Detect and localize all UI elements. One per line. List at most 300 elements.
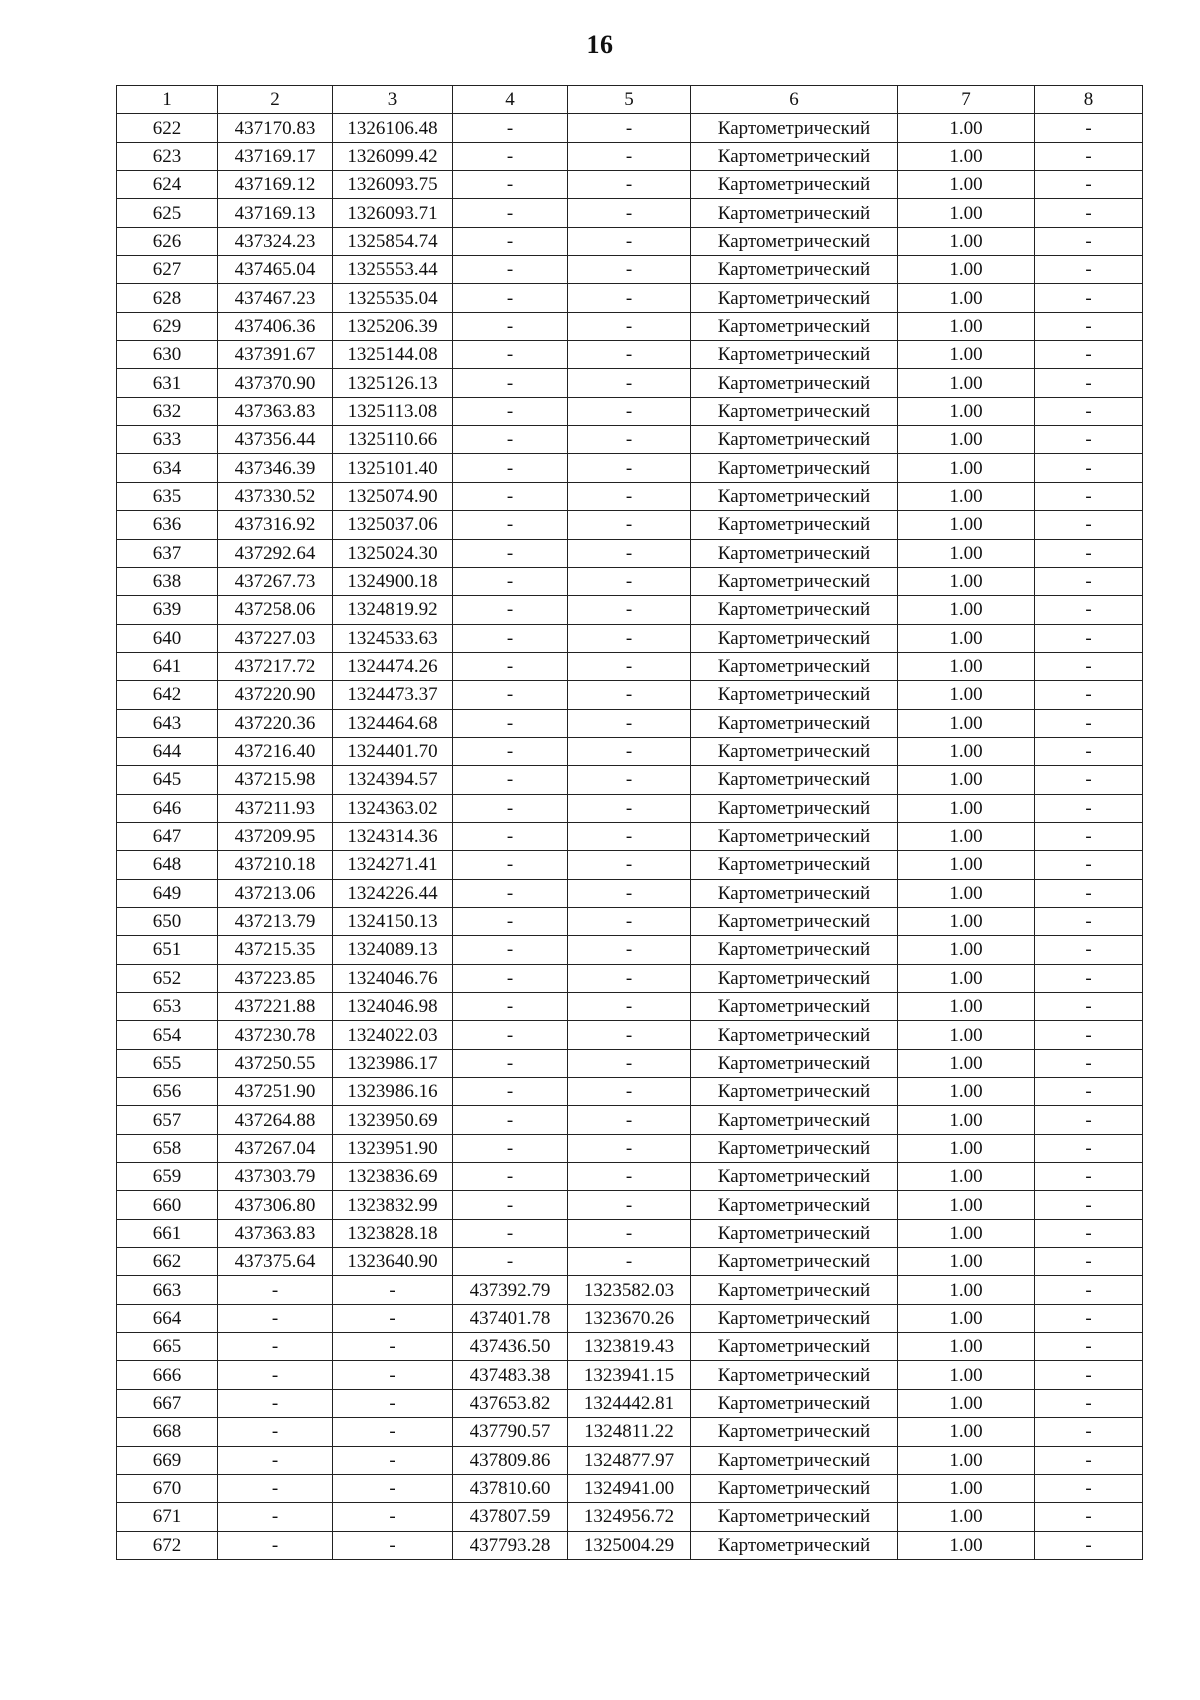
accuracy-cell: 1.00 [898, 1446, 1035, 1474]
x-coordinate-cell: 437303.79 [218, 1163, 333, 1191]
x-coordinate-new-cell: - [453, 227, 568, 255]
table-row [117, 794, 1143, 822]
table-row [117, 652, 1143, 680]
y-coordinate-new-cell: - [568, 822, 691, 850]
y-coordinate-new-cell: 1324811.22 [568, 1418, 691, 1446]
x-coordinate-new-cell: - [453, 766, 568, 794]
x-coordinate-cell: 437227.03 [218, 624, 333, 652]
accuracy-cell: 1.00 [898, 1474, 1035, 1502]
y-coordinate-new-cell: - [568, 426, 691, 454]
point-number-cell: 670 [117, 1474, 218, 1502]
y-coordinate-new-cell: - [568, 1106, 691, 1134]
y-coordinate-cell: 1324394.57 [333, 766, 453, 794]
point-number-cell: 631 [117, 369, 218, 397]
y-coordinate-cell: 1325126.13 [333, 369, 453, 397]
method-cell: Картометрический [691, 1049, 898, 1077]
accuracy-cell: 1.00 [898, 397, 1035, 425]
y-coordinate-cell: 1324226.44 [333, 879, 453, 907]
x-coordinate-cell: 437306.80 [218, 1191, 333, 1219]
accuracy-cell: 1.00 [898, 114, 1035, 142]
y-coordinate-cell: 1324401.70 [333, 737, 453, 765]
accuracy-cell: 1.00 [898, 936, 1035, 964]
x-coordinate-cell: 437375.64 [218, 1248, 333, 1276]
y-coordinate-new-cell: - [568, 341, 691, 369]
accuracy-cell: 1.00 [898, 539, 1035, 567]
y-coordinate-new-cell: - [568, 511, 691, 539]
point-number-cell: 658 [117, 1134, 218, 1162]
x-coordinate-cell: 437223.85 [218, 964, 333, 992]
y-coordinate-cell: 1325206.39 [333, 312, 453, 340]
y-coordinate-cell: 1324474.26 [333, 652, 453, 680]
x-coordinate-cell: 437169.13 [218, 199, 333, 227]
x-coordinate-new-cell: 437807.59 [453, 1503, 568, 1531]
column-header: 1 [117, 86, 218, 114]
remark-cell: - [1035, 964, 1143, 992]
x-coordinate-new-cell: - [453, 1163, 568, 1191]
table-row [117, 567, 1143, 595]
x-coordinate-new-cell: 437810.60 [453, 1474, 568, 1502]
table-row [117, 851, 1143, 879]
y-coordinate-new-cell: - [568, 624, 691, 652]
accuracy-cell: 1.00 [898, 369, 1035, 397]
point-number-cell: 639 [117, 596, 218, 624]
column-header: 4 [453, 86, 568, 114]
x-coordinate-cell: - [218, 1333, 333, 1361]
table-row [117, 596, 1143, 624]
accuracy-cell: 1.00 [898, 964, 1035, 992]
accuracy-cell: 1.00 [898, 1389, 1035, 1417]
table-row [117, 1418, 1143, 1446]
method-cell: Картометрический [691, 879, 898, 907]
y-coordinate-new-cell: - [568, 227, 691, 255]
y-coordinate-cell: - [333, 1389, 453, 1417]
table-row [117, 114, 1143, 142]
accuracy-cell: 1.00 [898, 681, 1035, 709]
remark-cell: - [1035, 936, 1143, 964]
remark-cell: - [1035, 1191, 1143, 1219]
accuracy-cell: 1.00 [898, 256, 1035, 284]
method-cell: Картометрический [691, 1134, 898, 1162]
remark-cell: - [1035, 1049, 1143, 1077]
column-header: 8 [1035, 86, 1143, 114]
table-row [117, 369, 1143, 397]
method-cell: Картометрический [691, 1361, 898, 1389]
table-row [117, 1049, 1143, 1077]
table-row [117, 199, 1143, 227]
x-coordinate-cell: 437251.90 [218, 1078, 333, 1106]
accuracy-cell: 1.00 [898, 171, 1035, 199]
remark-cell: - [1035, 426, 1143, 454]
remark-cell: - [1035, 142, 1143, 170]
table-row [117, 1106, 1143, 1134]
x-coordinate-cell: 437221.88 [218, 993, 333, 1021]
y-coordinate-cell: 1326093.75 [333, 171, 453, 199]
x-coordinate-new-cell: - [453, 341, 568, 369]
point-number-cell: 643 [117, 709, 218, 737]
accuracy-cell: 1.00 [898, 142, 1035, 170]
y-coordinate-cell: 1324022.03 [333, 1021, 453, 1049]
y-coordinate-cell: 1324900.18 [333, 567, 453, 595]
remark-cell: - [1035, 454, 1143, 482]
table-row [117, 737, 1143, 765]
x-coordinate-cell: - [218, 1389, 333, 1417]
point-number-cell: 655 [117, 1049, 218, 1077]
y-coordinate-cell: 1324473.37 [333, 681, 453, 709]
point-number-cell: 653 [117, 993, 218, 1021]
remark-cell: - [1035, 709, 1143, 737]
y-coordinate-cell: - [333, 1418, 453, 1446]
x-coordinate-new-cell: - [453, 171, 568, 199]
x-coordinate-new-cell: - [453, 1021, 568, 1049]
point-number-cell: 650 [117, 907, 218, 935]
y-coordinate-new-cell: 1324877.97 [568, 1446, 691, 1474]
accuracy-cell: 1.00 [898, 1078, 1035, 1106]
point-number-cell: 622 [117, 114, 218, 142]
accuracy-cell: 1.00 [898, 822, 1035, 850]
accuracy-cell: 1.00 [898, 1134, 1035, 1162]
remark-cell: - [1035, 227, 1143, 255]
method-cell: Картометрический [691, 1474, 898, 1502]
y-coordinate-new-cell: 1323819.43 [568, 1333, 691, 1361]
y-coordinate-new-cell: - [568, 284, 691, 312]
y-coordinate-cell: 1324819.92 [333, 596, 453, 624]
remark-cell: - [1035, 256, 1143, 284]
x-coordinate-new-cell: - [453, 624, 568, 652]
x-coordinate-cell: - [218, 1304, 333, 1332]
method-cell: Картометрический [691, 1219, 898, 1247]
method-cell: Картометрический [691, 681, 898, 709]
x-coordinate-cell: 437211.93 [218, 794, 333, 822]
point-number-cell: 669 [117, 1446, 218, 1474]
method-cell: Картометрический [691, 114, 898, 142]
method-cell: Картометрический [691, 142, 898, 170]
accuracy-cell: 1.00 [898, 596, 1035, 624]
y-coordinate-new-cell: 1323582.03 [568, 1276, 691, 1304]
y-coordinate-cell: - [333, 1446, 453, 1474]
x-coordinate-new-cell: 437790.57 [453, 1418, 568, 1446]
remark-cell: - [1035, 567, 1143, 595]
x-coordinate-cell: 437406.36 [218, 312, 333, 340]
y-coordinate-new-cell: - [568, 936, 691, 964]
table-row [117, 171, 1143, 199]
table-row [117, 256, 1143, 284]
table-row [117, 1248, 1143, 1276]
y-coordinate-cell: 1323950.69 [333, 1106, 453, 1134]
x-coordinate-new-cell: - [453, 256, 568, 284]
method-cell: Картометрический [691, 539, 898, 567]
point-number-cell: 642 [117, 681, 218, 709]
x-coordinate-new-cell: 437653.82 [453, 1389, 568, 1417]
point-number-cell: 627 [117, 256, 218, 284]
remark-cell: - [1035, 199, 1143, 227]
accuracy-cell: 1.00 [898, 1191, 1035, 1219]
x-coordinate-new-cell: 437793.28 [453, 1531, 568, 1559]
coordinates-table [116, 85, 1143, 1560]
y-coordinate-new-cell: - [568, 1248, 691, 1276]
x-coordinate-new-cell: - [453, 426, 568, 454]
remark-cell: - [1035, 511, 1143, 539]
method-cell: Картометрический [691, 341, 898, 369]
method-cell: Картометрический [691, 1106, 898, 1134]
y-coordinate-new-cell: - [568, 993, 691, 1021]
table-row [117, 879, 1143, 907]
table-row [117, 1361, 1143, 1389]
point-number-cell: 661 [117, 1219, 218, 1247]
method-cell: Картометрический [691, 652, 898, 680]
x-coordinate-new-cell: - [453, 1191, 568, 1219]
y-coordinate-new-cell: - [568, 256, 691, 284]
table-row [117, 1474, 1143, 1502]
accuracy-cell: 1.00 [898, 1219, 1035, 1247]
accuracy-cell: 1.00 [898, 1163, 1035, 1191]
x-coordinate-new-cell: 437436.50 [453, 1333, 568, 1361]
x-coordinate-cell: 437209.95 [218, 822, 333, 850]
y-coordinate-cell: 1325854.74 [333, 227, 453, 255]
y-coordinate-cell: 1325535.04 [333, 284, 453, 312]
point-number-cell: 659 [117, 1163, 218, 1191]
y-coordinate-cell: 1324046.76 [333, 964, 453, 992]
x-coordinate-new-cell: - [453, 114, 568, 142]
y-coordinate-new-cell: 1324956.72 [568, 1503, 691, 1531]
method-cell: Картометрический [691, 482, 898, 510]
y-coordinate-new-cell: 1323941.15 [568, 1361, 691, 1389]
method-cell: Картометрический [691, 199, 898, 227]
y-coordinate-cell: 1326099.42 [333, 142, 453, 170]
x-coordinate-cell: 437370.90 [218, 369, 333, 397]
x-coordinate-new-cell: - [453, 369, 568, 397]
table-row [117, 1134, 1143, 1162]
x-coordinate-cell: - [218, 1446, 333, 1474]
method-cell: Картометрический [691, 993, 898, 1021]
accuracy-cell: 1.00 [898, 227, 1035, 255]
remark-cell: - [1035, 1134, 1143, 1162]
y-coordinate-new-cell: 1324941.00 [568, 1474, 691, 1502]
point-number-cell: 648 [117, 851, 218, 879]
y-coordinate-new-cell: - [568, 1163, 691, 1191]
y-coordinate-new-cell: - [568, 397, 691, 425]
method-cell: Картометрический [691, 709, 898, 737]
point-number-cell: 647 [117, 822, 218, 850]
x-coordinate-cell: 437267.73 [218, 567, 333, 595]
x-coordinate-new-cell: - [453, 964, 568, 992]
x-coordinate-new-cell: - [453, 907, 568, 935]
accuracy-cell: 1.00 [898, 312, 1035, 340]
y-coordinate-cell: 1325024.30 [333, 539, 453, 567]
method-cell: Картометрический [691, 1191, 898, 1219]
table-row [117, 1333, 1143, 1361]
y-coordinate-cell: 1324464.68 [333, 709, 453, 737]
accuracy-cell: 1.00 [898, 624, 1035, 652]
remark-cell: - [1035, 482, 1143, 510]
method-cell: Картометрический [691, 936, 898, 964]
x-coordinate-cell: 437267.04 [218, 1134, 333, 1162]
x-coordinate-new-cell: - [453, 312, 568, 340]
accuracy-cell: 1.00 [898, 1276, 1035, 1304]
y-coordinate-new-cell: - [568, 199, 691, 227]
y-coordinate-new-cell: - [568, 1049, 691, 1077]
method-cell: Картометрический [691, 284, 898, 312]
x-coordinate-cell: 437465.04 [218, 256, 333, 284]
remark-cell: - [1035, 1106, 1143, 1134]
accuracy-cell: 1.00 [898, 1106, 1035, 1134]
y-coordinate-new-cell: - [568, 1134, 691, 1162]
remark-cell: - [1035, 1163, 1143, 1191]
y-coordinate-cell: 1324363.02 [333, 794, 453, 822]
remark-cell: - [1035, 652, 1143, 680]
x-coordinate-new-cell: - [453, 794, 568, 822]
y-coordinate-new-cell: - [568, 454, 691, 482]
method-cell: Картометрический [691, 171, 898, 199]
x-coordinate-new-cell: - [453, 539, 568, 567]
accuracy-cell: 1.00 [898, 482, 1035, 510]
point-number-cell: 656 [117, 1078, 218, 1106]
point-number-cell: 645 [117, 766, 218, 794]
accuracy-cell: 1.00 [898, 1361, 1035, 1389]
table-row [117, 907, 1143, 935]
remark-cell: - [1035, 369, 1143, 397]
column-header: 6 [691, 86, 898, 114]
y-coordinate-cell: - [333, 1503, 453, 1531]
method-cell: Картометрический [691, 426, 898, 454]
y-coordinate-cell: 1323986.17 [333, 1049, 453, 1077]
accuracy-cell: 1.00 [898, 652, 1035, 680]
x-coordinate-new-cell: 437401.78 [453, 1304, 568, 1332]
x-coordinate-new-cell: - [453, 397, 568, 425]
x-coordinate-new-cell: 437483.38 [453, 1361, 568, 1389]
x-coordinate-new-cell: 437392.79 [453, 1276, 568, 1304]
y-coordinate-cell: - [333, 1304, 453, 1332]
method-cell: Картометрический [691, 1446, 898, 1474]
remark-cell: - [1035, 851, 1143, 879]
table-row [117, 312, 1143, 340]
point-number-cell: 652 [117, 964, 218, 992]
x-coordinate-cell: 437216.40 [218, 737, 333, 765]
y-coordinate-cell: 1325074.90 [333, 482, 453, 510]
accuracy-cell: 1.00 [898, 426, 1035, 454]
remark-cell: - [1035, 1503, 1143, 1531]
x-coordinate-new-cell: - [453, 709, 568, 737]
method-cell: Картометрический [691, 1021, 898, 1049]
method-cell: Картометрический [691, 596, 898, 624]
y-coordinate-new-cell: - [568, 482, 691, 510]
x-coordinate-cell: 437230.78 [218, 1021, 333, 1049]
accuracy-cell: 1.00 [898, 1248, 1035, 1276]
method-cell: Картометрический [691, 369, 898, 397]
point-number-cell: 660 [117, 1191, 218, 1219]
x-coordinate-new-cell: - [453, 652, 568, 680]
y-coordinate-cell: 1324150.13 [333, 907, 453, 935]
method-cell: Картометрический [691, 1503, 898, 1531]
y-coordinate-cell: 1325037.06 [333, 511, 453, 539]
y-coordinate-cell: 1323640.90 [333, 1248, 453, 1276]
y-coordinate-new-cell: - [568, 879, 691, 907]
point-number-cell: 664 [117, 1304, 218, 1332]
y-coordinate-new-cell: 1325004.29 [568, 1531, 691, 1559]
point-number-cell: 644 [117, 737, 218, 765]
y-coordinate-new-cell: - [568, 171, 691, 199]
method-cell: Картометрический [691, 454, 898, 482]
point-number-cell: 641 [117, 652, 218, 680]
x-coordinate-cell: 437363.83 [218, 397, 333, 425]
x-coordinate-cell: 437220.36 [218, 709, 333, 737]
method-cell: Картометрический [691, 1163, 898, 1191]
method-cell: Картометрический [691, 1304, 898, 1332]
x-coordinate-cell: 437210.18 [218, 851, 333, 879]
accuracy-cell: 1.00 [898, 766, 1035, 794]
x-coordinate-cell: 437391.67 [218, 341, 333, 369]
y-coordinate-new-cell: - [568, 1021, 691, 1049]
accuracy-cell: 1.00 [898, 879, 1035, 907]
method-cell: Картометрический [691, 1418, 898, 1446]
y-coordinate-new-cell: - [568, 539, 691, 567]
y-coordinate-cell: 1325113.08 [333, 397, 453, 425]
point-number-cell: 657 [117, 1106, 218, 1134]
column-header: 7 [898, 86, 1035, 114]
remark-cell: - [1035, 1276, 1143, 1304]
accuracy-cell: 1.00 [898, 511, 1035, 539]
y-coordinate-cell: 1324314.36 [333, 822, 453, 850]
remark-cell: - [1035, 596, 1143, 624]
y-coordinate-new-cell: - [568, 567, 691, 595]
x-coordinate-cell: 437264.88 [218, 1106, 333, 1134]
x-coordinate-cell: - [218, 1276, 333, 1304]
x-coordinate-new-cell: - [453, 879, 568, 907]
x-coordinate-new-cell: - [453, 936, 568, 964]
y-coordinate-new-cell: - [568, 737, 691, 765]
y-coordinate-cell: 1325144.08 [333, 341, 453, 369]
accuracy-cell: 1.00 [898, 454, 1035, 482]
y-coordinate-new-cell: 1323670.26 [568, 1304, 691, 1332]
accuracy-cell: 1.00 [898, 1503, 1035, 1531]
y-coordinate-cell: 1326106.48 [333, 114, 453, 142]
y-coordinate-new-cell: - [568, 312, 691, 340]
remark-cell: - [1035, 879, 1143, 907]
remark-cell: - [1035, 1418, 1143, 1446]
remark-cell: - [1035, 1361, 1143, 1389]
y-coordinate-cell: 1323986.16 [333, 1078, 453, 1106]
y-coordinate-new-cell: - [568, 794, 691, 822]
x-coordinate-cell: 437213.79 [218, 907, 333, 935]
y-coordinate-cell: 1326093.71 [333, 199, 453, 227]
point-number-cell: 640 [117, 624, 218, 652]
column-header: 3 [333, 86, 453, 114]
accuracy-cell: 1.00 [898, 199, 1035, 227]
accuracy-cell: 1.00 [898, 1531, 1035, 1559]
y-coordinate-new-cell: - [568, 369, 691, 397]
x-coordinate-new-cell: 437809.86 [453, 1446, 568, 1474]
point-number-cell: 628 [117, 284, 218, 312]
remark-cell: - [1035, 312, 1143, 340]
x-coordinate-cell: 437258.06 [218, 596, 333, 624]
y-coordinate-new-cell: - [568, 709, 691, 737]
method-cell: Картометрический [691, 511, 898, 539]
x-coordinate-new-cell: - [453, 454, 568, 482]
point-number-cell: 671 [117, 1503, 218, 1531]
page-number: 16 [586, 30, 614, 59]
point-number-cell: 649 [117, 879, 218, 907]
table-row [117, 1163, 1143, 1191]
remark-cell: - [1035, 624, 1143, 652]
table-row [117, 482, 1143, 510]
method-cell: Картометрический [691, 964, 898, 992]
table-row [117, 454, 1143, 482]
remark-cell: - [1035, 114, 1143, 142]
method-cell: Картометрический [691, 1389, 898, 1417]
column-header: 2 [218, 86, 333, 114]
accuracy-cell: 1.00 [898, 737, 1035, 765]
table-row [117, 511, 1143, 539]
table-row [117, 284, 1143, 312]
